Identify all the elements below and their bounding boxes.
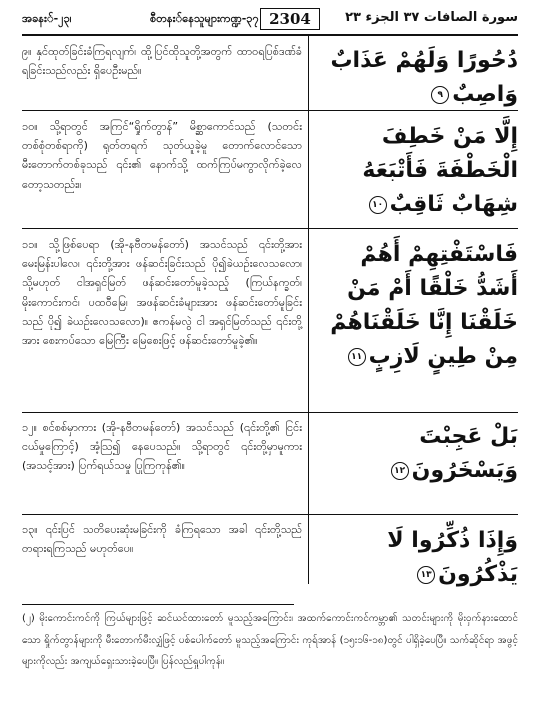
header-surah-title: စီတနး်နေသူများကဏ္ဍ-၃၇ <box>150 12 259 25</box>
arabic-text: وَإِذَا ذُكِّرُوا لَا يَذْكُرُونَ <box>387 528 518 587</box>
verse-marker: ١٠ <box>369 196 387 214</box>
verse-translation-13: ၁၃။ ၎င်းပြင် သတိပေးဆုံးမခြင်းကို ခံကြရသော အခါ ၎င်းတို့သည် တရားရကြသည် မဟုတ်ပေ။ <box>22 523 302 556</box>
verse-marker: ١١ <box>348 348 366 366</box>
page-header <box>22 6 518 32</box>
verse-separator <box>22 514 518 515</box>
verse-marker: ١٣ <box>417 566 435 584</box>
header-chapter: အခနး်-၂၃၊ <box>22 12 72 25</box>
header-rule <box>22 34 518 36</box>
arabic-text: بَلْ عَجِبْتَ وَيَسْخَرُونَ <box>411 424 518 483</box>
footnote: (၂) မိုးကောင်းကင်ကို ကြယ်များဖြင့် ဆင်ယင်ထားတော် မူသည့်အကြောင်း၊ အထက်ကောင်းကင်ကမ္ဘာ၏ သတင်းများကို မိုးဝှက်နားထောင်သော ရှိုက်တွာန်များကို မီးတောက်မီးလျှံဖြင့် ပစ်ပေါက်တော် မူသည့်အကြောင်း ကုရ်အာန် (၁၅း၁၆-၁၈)တွင် ပါရှိခဲ့ပေပြီ။ သက်ဆိုင်ရာ အဖွင့်များကိုလည်း အကျယ်ရှေးသားခဲ့ပေပြီ။ ပြန်လည်ရှုပါကုန်။ <box>22 613 518 667</box>
verse-arabic-9 <box>312 44 518 112</box>
verse-arabic-13 <box>312 524 518 592</box>
verse-separator <box>22 228 518 229</box>
verse-translation-10: ၁၀။ သို့ရာတွင် အကြင်“ရှိုက်တွာန်” မိစ္ဆာကောင်သည် (သတင်းတစ်စုံတစ်ရာကို) ရုတ်တရက် သုတ်ယူခဲ့မူ တောက်လောင်သော မီးတောက်တစ်ခုသည် ၎င်း၏ နောက်သို့ ထက်ကြပ်မကွာလိုက်ခဲ့လေတော့သတည်း။ <box>22 120 302 191</box>
verse-translation-11: ၁၁။ သို့ဖြစ်ပေရာ (အို-နဗီတမန်တော်) အသင်သည် ၎င်းတို့အား မေးမြန်းပါလေ၊ ၎င်းတို့အား ဖန်ဆင်းခြင်းသည် ပို၍ခဲယဉ်းလေသလော၊ သို့မဟုတ် ငါအရှင်မြတ် ဖန်ဆင်းတော်မူခဲ့သည့် (ကြယ်နက္ခတ်၊ မိုးကောင်းကင်၊ ပထဝီမြေ၊ အဖန်ဆင်းခံများအား ဖန်ဆင်းတော်မူခြင်းသည် ပို၍ ခဲယဉ်းလေသလော)။ ဧကန်မလွဲ ငါ အရှင်မြတ်သည် ၎င်းတို့အား စေးကပ်သော မြေကြီး မြေစေးဖြင့် ဖန်ဆင်းတော်မူခဲ့၏။ <box>22 238 302 348</box>
column-divider <box>308 36 309 584</box>
verse-translation-9: ၉။ နှင်ထုတ်ခြင်းခံကြရလျက်၊ ထို့ပြင်ထိုသူတို့အတွက် ထာဝရပြစ်ဒဏ်ခံရခြင်းသည်လည်း ရှိပေဦးမည်။ <box>22 45 302 78</box>
verse-marker: ٩ <box>431 86 449 104</box>
arabic-text: فَاسْتَفْتِهِمْ أَهُمْ أَشَدُّ خَلْقًا أَمْ مَنْ خَلَقْنَا إِنَّا خَلَقْنَاهُمْ مِنْ طِينٍ لَازِبٍ <box>330 242 518 369</box>
verse-separator <box>22 412 518 413</box>
footnote-rule <box>22 604 294 605</box>
page-number: 2304 <box>260 8 320 30</box>
verse-marker: ١٢ <box>391 462 409 480</box>
arabic-text: دُحُورًا وَلَهُمْ عَذَابٌ وَاصِبٌ <box>330 48 518 107</box>
header-arabic-title: سورة الصافات ٣٧ الجزء ٢٣ <box>345 10 518 25</box>
arabic-text: إِلَّا مَنْ خَطِفَ الْخَطْفَةَ فَأَتْبَعَهُ شِهَابٌ ثَاقِبٌ <box>362 124 518 217</box>
verse-arabic-12 <box>312 420 518 488</box>
verse-separator <box>22 110 518 111</box>
verse-arabic-10 <box>312 120 518 222</box>
verse-translation-12: ၁၂။ စင်စစ်မှာကား (အို-နဗီတမန်တော်) အသင်သည် (၎င်းတို့၏ ငြင်းငယ်မှုကြောင့်) အံ့ဩ၍ နေပေသည်။ သို့ရာတွင် ၎င်းတို့မှာမူကား (အသင့်အား) ပြက်ရယ်သမှု ပြုကြကုန်၏။ <box>22 421 302 473</box>
verse-arabic-11 <box>312 238 518 374</box>
